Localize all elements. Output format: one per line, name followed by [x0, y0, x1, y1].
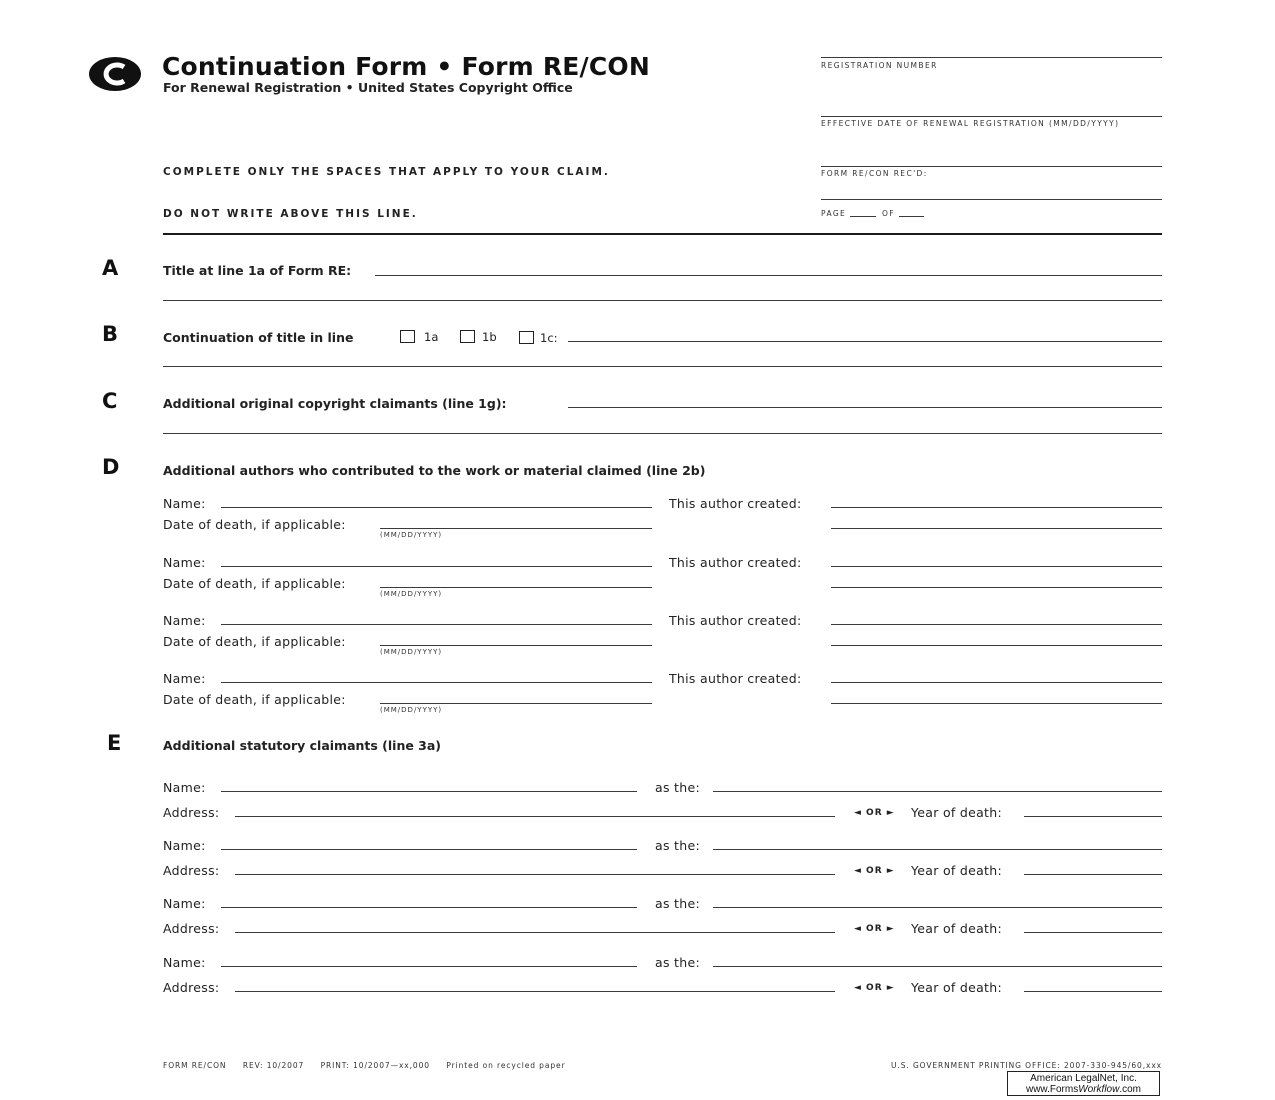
author-death-label: Date of death, if applicable: [163, 634, 346, 649]
author-created-label: This author created: [669, 555, 802, 570]
claimant-year-field[interactable] [1024, 932, 1162, 933]
page-number-field[interactable] [850, 216, 876, 217]
claimant-address-label: Address: [163, 805, 220, 820]
claimant-as-the-label: as the: [655, 780, 700, 795]
claimant-name-label: Name: [163, 955, 206, 970]
author-created-label: This author created: [669, 671, 802, 686]
author-death-field[interactable] [380, 528, 652, 529]
author-created-field[interactable] [831, 507, 1162, 508]
section-a-title-field[interactable] [375, 275, 1162, 276]
claimant-name-field[interactable] [221, 907, 637, 908]
author-name-label: Name: [163, 555, 206, 570]
checkbox-1b[interactable] [460, 330, 475, 343]
section-c-claimants-field[interactable] [568, 407, 1162, 408]
claimant-address-field[interactable] [235, 816, 835, 817]
claimant-name-label: Name: [163, 780, 206, 795]
claimant-or-label: ◄ OR ► [854, 924, 895, 934]
author-created-label: This author created: [669, 496, 802, 511]
received-label: FORM RE/CON REC'D: [821, 169, 928, 178]
claimant-as-the-field[interactable] [713, 966, 1162, 967]
author-date-format: (MM/DD/YYYY) [380, 706, 443, 714]
page-line [821, 199, 1162, 200]
author-name-field[interactable] [221, 507, 652, 508]
section-c-label: Additional original copyright claimants (line 1g): [163, 396, 507, 411]
checkbox-1c-label: 1c: [540, 331, 558, 345]
registration-number-line[interactable] [821, 57, 1162, 58]
registration-number-label: REGISTRATION NUMBER [821, 61, 938, 70]
received-line[interactable] [821, 166, 1162, 167]
claimant-year-field[interactable] [1024, 991, 1162, 992]
copyright-logo-icon [88, 56, 142, 92]
section-d-letter: D [102, 455, 120, 479]
author-created-field-2[interactable] [831, 587, 1162, 588]
author-name-field[interactable] [221, 682, 652, 683]
author-name-label: Name: [163, 496, 206, 511]
do-not-write-divider [163, 233, 1162, 235]
section-b-title-field[interactable] [568, 341, 1162, 342]
checkbox-1b-label: 1b [482, 330, 497, 344]
americanlegalnet-badge[interactable] [1007, 1071, 1160, 1096]
claimant-year-field[interactable] [1024, 874, 1162, 875]
checkbox-1a-label: 1a [424, 330, 439, 344]
section-b-label: Continuation of title in line [163, 330, 354, 345]
claimant-as-the-label: as the: [655, 955, 700, 970]
copyright-logo [88, 56, 142, 92]
badge-url-c: .com [1119, 1084, 1142, 1095]
instruction-complete: COMPLETE ONLY THE SPACES THAT APPLY TO YOUR CLAIM. [163, 166, 610, 178]
author-date-format: (MM/DD/YYYY) [380, 590, 443, 598]
claimant-or-label: ◄ OR ► [854, 808, 895, 818]
author-death-label: Date of death, if applicable: [163, 692, 346, 707]
badge-url-b: Workflow [1078, 1084, 1120, 1095]
section-b-title-field-2[interactable] [163, 366, 1162, 367]
author-created-field-2[interactable] [831, 645, 1162, 646]
section-c-claimants-field-2[interactable] [163, 433, 1162, 434]
claimant-address-field[interactable] [235, 874, 835, 875]
claimant-as-the-field[interactable] [713, 791, 1162, 792]
claimant-as-the-label: as the: [655, 896, 700, 911]
section-a-label: Title at line 1a of Form RE: [163, 263, 352, 278]
author-created-field[interactable] [831, 566, 1162, 567]
claimant-as-the-field[interactable] [713, 849, 1162, 850]
instruction-do-not-write: DO NOT WRITE ABOVE THIS LINE. [163, 208, 418, 220]
section-b-letter: B [102, 322, 119, 346]
author-created-field-2[interactable] [831, 703, 1162, 704]
section-c-letter: C [102, 389, 118, 413]
author-death-field[interactable] [380, 703, 652, 704]
claimant-year-label: Year of death: [911, 980, 1002, 995]
claimant-year-field[interactable] [1024, 816, 1162, 817]
author-death-label: Date of death, if applicable: [163, 576, 346, 591]
claimant-name-label: Name: [163, 838, 206, 853]
author-date-format: (MM/DD/YYYY) [380, 531, 443, 539]
claimant-address-label: Address: [163, 863, 220, 878]
form-subtitle: For Renewal Registration • United States Copyright Office [163, 80, 573, 95]
claimant-or-label: ◄ OR ► [854, 983, 895, 993]
badge-line-2 [1011, 1084, 1156, 1095]
author-created-field[interactable] [831, 682, 1162, 683]
claimant-address-label: Address: [163, 921, 220, 936]
author-created-field-2[interactable] [831, 528, 1162, 529]
effective-date-label: EFFECTIVE DATE OF RENEWAL REGISTRATION (MM/DD/YYYY) [821, 119, 1120, 128]
author-death-label: Date of death, if applicable: [163, 517, 346, 532]
claimant-name-field[interactable] [221, 966, 637, 967]
checkbox-1c[interactable] [519, 331, 534, 344]
claimant-name-field[interactable] [221, 849, 637, 850]
section-e-letter: E [107, 731, 122, 755]
claimant-name-field[interactable] [221, 791, 637, 792]
author-name-label: Name: [163, 671, 206, 686]
section-a-title-field-2[interactable] [163, 300, 1162, 301]
claimant-as-the-label: as the: [655, 838, 700, 853]
claimant-address-field[interactable] [235, 932, 835, 933]
author-name-field[interactable] [221, 566, 652, 567]
footer-form-info: FORM RE/CON REV: 10/2007 PRINT: 10/2007—xx,000 Printed on recycled paper [163, 1061, 566, 1070]
footer-gpo: U.S. GOVERNMENT PRINTING OFFICE: 2007-330-945/60,xxx [891, 1061, 1162, 1070]
checkbox-1a[interactable] [400, 330, 415, 343]
author-death-field[interactable] [380, 645, 652, 646]
badge-url-a: www.Forms [1025, 1084, 1079, 1095]
section-d-label: Additional authors who contributed to the work or material claimed (line 2b) [163, 463, 706, 478]
author-created-field[interactable] [831, 624, 1162, 625]
claimant-year-label: Year of death: [911, 863, 1002, 878]
effective-date-line[interactable] [821, 116, 1162, 117]
section-a-letter: A [102, 256, 119, 280]
claimant-year-label: Year of death: [911, 805, 1002, 820]
section-e-label: Additional statutory claimants (line 3a) [163, 738, 442, 753]
claimant-address-label: Address: [163, 980, 220, 995]
claimant-name-label: Name: [163, 896, 206, 911]
author-date-format: (MM/DD/YYYY) [380, 648, 443, 656]
claimant-address-field[interactable] [235, 991, 835, 992]
author-death-field[interactable] [380, 587, 652, 588]
claimant-as-the-field[interactable] [713, 907, 1162, 908]
claimant-year-label: Year of death: [911, 921, 1002, 936]
badge-line-1: American LegalNet, Inc. [1030, 1073, 1137, 1084]
form-title: Continuation Form • Form RE/CON [162, 52, 651, 81]
author-name-field[interactable] [221, 624, 652, 625]
author-name-label: Name: [163, 613, 206, 628]
claimant-or-label: ◄ OR ► [854, 866, 895, 876]
page-total-field[interactable] [899, 216, 924, 217]
page-label: PAGE [821, 209, 847, 218]
of-label: OF [882, 209, 896, 218]
author-created-label: This author created: [669, 613, 802, 628]
